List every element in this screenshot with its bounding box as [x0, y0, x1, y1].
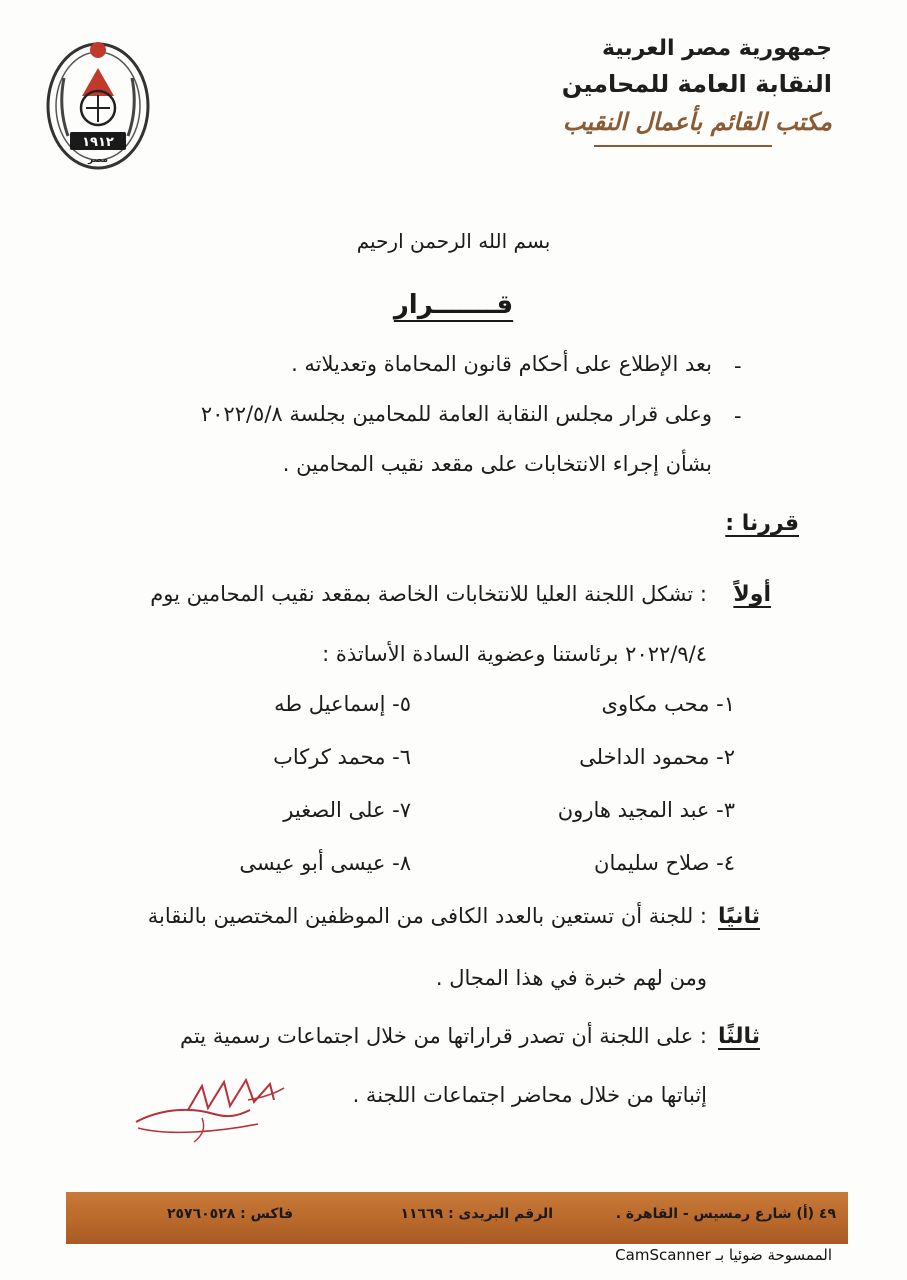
header-office: مكتب القائم بأعمال النقيب [562, 108, 832, 136]
basmala: بسم الله الرحمن ارحيم [356, 229, 551, 253]
member-3: ٣- عبد المجيد هارون [557, 798, 735, 822]
first-label: أولاً [733, 582, 771, 607]
member-7: ٧- على الصغير [283, 798, 411, 822]
footer-fax: فاكس : ٢٥٧٦٠٥٢٨ [166, 1206, 293, 1222]
member-4: ٤- صلاح سليمان [594, 851, 735, 875]
preamble-line-2: وعلى قرار مجلس النقابة العامة للمحامين بجلسة ٢٠٢٢/٥/٨ [200, 402, 712, 426]
scanner-note: الممسوحة ضوئيا بـ CamScanner [615, 1246, 832, 1264]
signature [128, 1070, 288, 1150]
first-line-2: ٢٠٢٢/٩/٤ برئاستنا وعضوية السادة الأساتذة : [322, 642, 707, 666]
decided-label: قررنا : [725, 511, 799, 536]
third-line-2: إثباتها من خلال محاضر اجتماعات اللجنة . [352, 1083, 707, 1107]
preamble-line-1: بعد الإطلاع على أحكام قانون المحاماة وتعديلاته . [291, 352, 712, 376]
footer-address: ٤٩ (أ) شارع رمسيس - القاهرة . [615, 1206, 836, 1222]
header-syndicate: النقابة العامة للمحامين [561, 70, 832, 98]
member-2: ٢- محمود الداخلى [579, 745, 735, 769]
member-5: ٥- إسماعيل طه [274, 692, 411, 716]
header-divider [594, 145, 772, 147]
svg-text:مصر: مصر [87, 155, 109, 165]
third-line-1: : على اللجنة أن تصدر قراراتها من خلال اجتماعات رسمية يتم [179, 1024, 707, 1048]
third-label: ثالثًا [717, 1024, 760, 1049]
second-line-2: ومن لهم خبرة في هذا المجال . [435, 966, 707, 990]
second-label: ثانيًا [717, 904, 760, 929]
first-line-1: : تشكل اللجنة العليا للانتخابات الخاصة بمقعد نقيب المحامين يوم [150, 582, 707, 606]
member-1: ١- محب مكاوى [601, 692, 735, 716]
second-line-1: : للجنة أن تستعين بالعدد الكافى من الموظفين المختصين بالنقابة [147, 904, 707, 928]
preamble-line-3: بشأن إجراء الانتخابات على مقعد نقيب المحامين . [282, 452, 712, 476]
footer-bar [66, 1192, 848, 1244]
svg-text:١٩١٢: ١٩١٢ [82, 135, 114, 150]
header-country: جمهورية مصر العربية [602, 36, 832, 61]
bullet-dash: - [734, 404, 742, 428]
bar-association-seal-icon [44, 38, 152, 174]
member-6: ٦- محمد كركاب [273, 745, 411, 769]
footer-postal: الرقم البريدى : ١١٦٦٩ [400, 1206, 553, 1222]
bullet-dash: - [734, 354, 742, 378]
decree-title: قـــــــرار [393, 290, 514, 320]
member-8: ٨- عيسى أبو عيسى [239, 851, 411, 875]
